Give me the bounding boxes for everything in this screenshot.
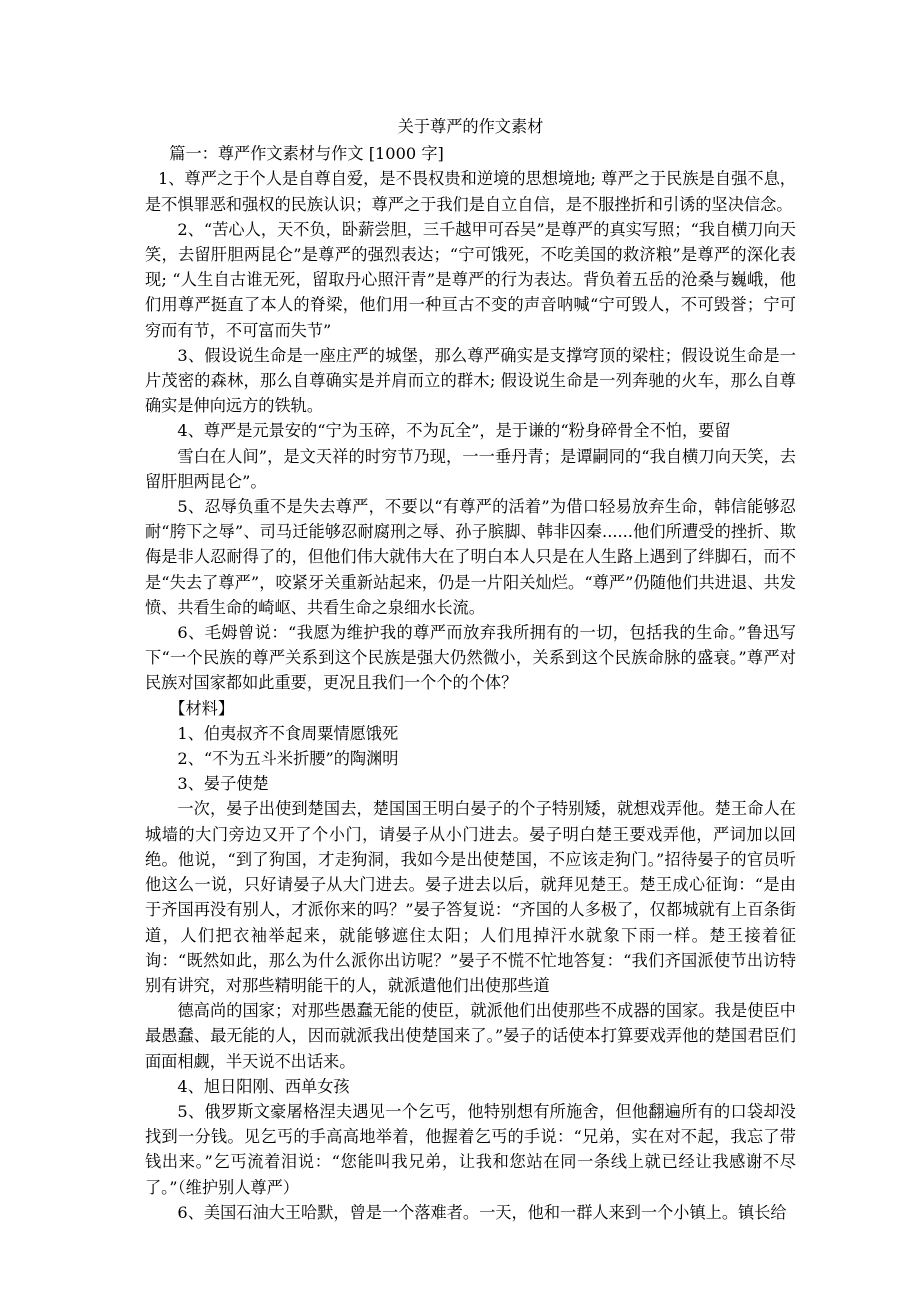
material-item-1: 1、伯夷叔齐不食周粟情愿饿死 [177,723,399,743]
material-item-6: 6、美国石油大王哈默，曾是一个落难者。一天，他和一群人来到一个小镇上。镇长给 [177,1202,787,1222]
paragraph-1: 1、尊严之于个人是自尊自爱，是不畏权贵和逆境的思想境地; 尊严之于民族是自强不息，是不惧罪恶和强权的民族认识；尊严之于我们是自立自信，是不服挫折和引诱的坚决信念。 [145,169,796,214]
story-yanzi: 一次，晏子出使到楚国去，楚国国王明白晏子的个子特别矮，就想戏弄他。楚王命人在城墙的大门旁边又开了个小门，请晏子从小门进去。晏子明白楚王要戏弄他，严词加以回绝。他说，“到了狗国，才走狗洞，我如今是出使楚国，不应该走狗门。”招待晏子的官员听他这么一说，只好请晏子从大门进去。晏子进去以后，就拜见楚王。楚王成心征询：“是由于齐国再没有别人，才派你来的吗？”晏子答复说：“齐国的人多极了，仅都城就有上百条街道，人们把衣袖举起来，就能够遮住太阳；人们甩掉汗水就象下雨一样。楚王接着征询：“既然如此，那么为什么派你出访呢？”晏子不慌不忙地答复：“我们齐国派使节出访特别有讲究，对那些精明能干的人，就派遣他们出使那些道 [145,799,796,995]
section-heading: 篇一：尊严作文素材与作文 [1000 字] [169,144,444,164]
paragraph-2: 2、“苦心人，天不负，卧薪尝胆，三千越甲可吞吴”是尊严的真实写照；“我自横刀向天笑，去留肝胆两昆仑”是尊严的强烈表达；“宁可饿死，不吃美国的救济粮”是尊严的深化表现; “人生自古谁无死，留取丹心照汗青”是尊严的行为表达。背负着五岳的沧桑与巍峨，他们用尊严挺直了本人的脊梁，他们用一种亘古不变的声音呐喊“宁可毁人，不可毁誉；宁可穷而有节，不可富而失节” [145,219,796,340]
material-item-2: 2、“不为五斗米折腰”的陶渊明 [177,749,399,769]
paragraph-6: 6、毛姆曾说：“我愿为维护我的尊严而放弃我所拥有的一切，包括我的生命。”鲁迅写下“一个民族的尊严关系到这个民族是强大仍然微小，关系到这个民族命脉的盛衰。”尊严对民族对国家都如此重要，更况且我们一个个的个体？ [145,623,796,693]
material-item-5: 5、俄罗斯文豪屠格涅夫遇见一个乞丐，他特别想有所施舍，但他翻遍所有的口袋却没找到一分钱。见乞丐的手高高地举着，他握着乞丐的手说：“兄弟，实在对不起，我忘了带钱出来。”乞丐流着泪说：“您能叫我兄弟，让我和您站在同一条线上就已经让我感谢不尽了。”（维护别人尊严） [145,1101,796,1197]
materials-heading: 【材料】 [169,698,235,718]
paragraph-4: 4、尊严是元景安的“宁为玉碎，不为瓦全”，是于谦的“粉身碎骨全不怕，要留 [177,421,731,441]
material-item-4: 4、旭日阳刚、西单女孩 [177,1076,350,1096]
paragraph-5: 5、忍辱负重不是失去尊严，不要以“有尊严的活着”为借口轻易放弃生命，韩信能够忍耐“胯下之辱”、司马迁能够忍耐腐刑之辱、孙子膑脚、韩非囚秦......他们所遭受的挫折、欺侮是非人忍耐得了的，但他们伟大就伟大在了明白本人只是在人生路上遇到了绊脚石，而不是“失去了尊严”，咬紧牙关重新站起来，仍是一片阳关灿烂。“尊严”仍随他们共进退、共发愤、共看生命的崎岖、共看生命之泉细水长流。 [145,497,796,617]
document-body [145,114,796,1225]
material-item-3: 3、晏子使楚 [177,774,269,794]
paragraph-4-continued: 雪白在人间”，是文天祥的时穷节乃现，一一垂丹青；是谭嗣同的“我自横刀向天笑，去留肝胆两昆仑”。 [145,446,796,491]
paragraph-3: 3、假设说生命是一座庄严的城堡，那么尊严确实是支撑穹顶的梁柱；假设说生命是一片茂密的森林，那么自尊确实是并肩而立的群木; 假设说生命是一列奔驰的火车，那么自尊确实是伸向远方的铁轨。 [145,345,796,416]
story-yanzi-continued: 德高尚的国家；对那些愚蠢无能的使臣，就派他们出使那些不成器的国家。我是使臣中最愚蠢、最无能的人，因而就派我出使楚国来了。”晏子的话使本打算要戏弄他的楚国君臣们面面相觑，半天说不出话来。 [145,1001,796,1071]
document-title: 关于尊严的作文素材 [397,117,544,136]
